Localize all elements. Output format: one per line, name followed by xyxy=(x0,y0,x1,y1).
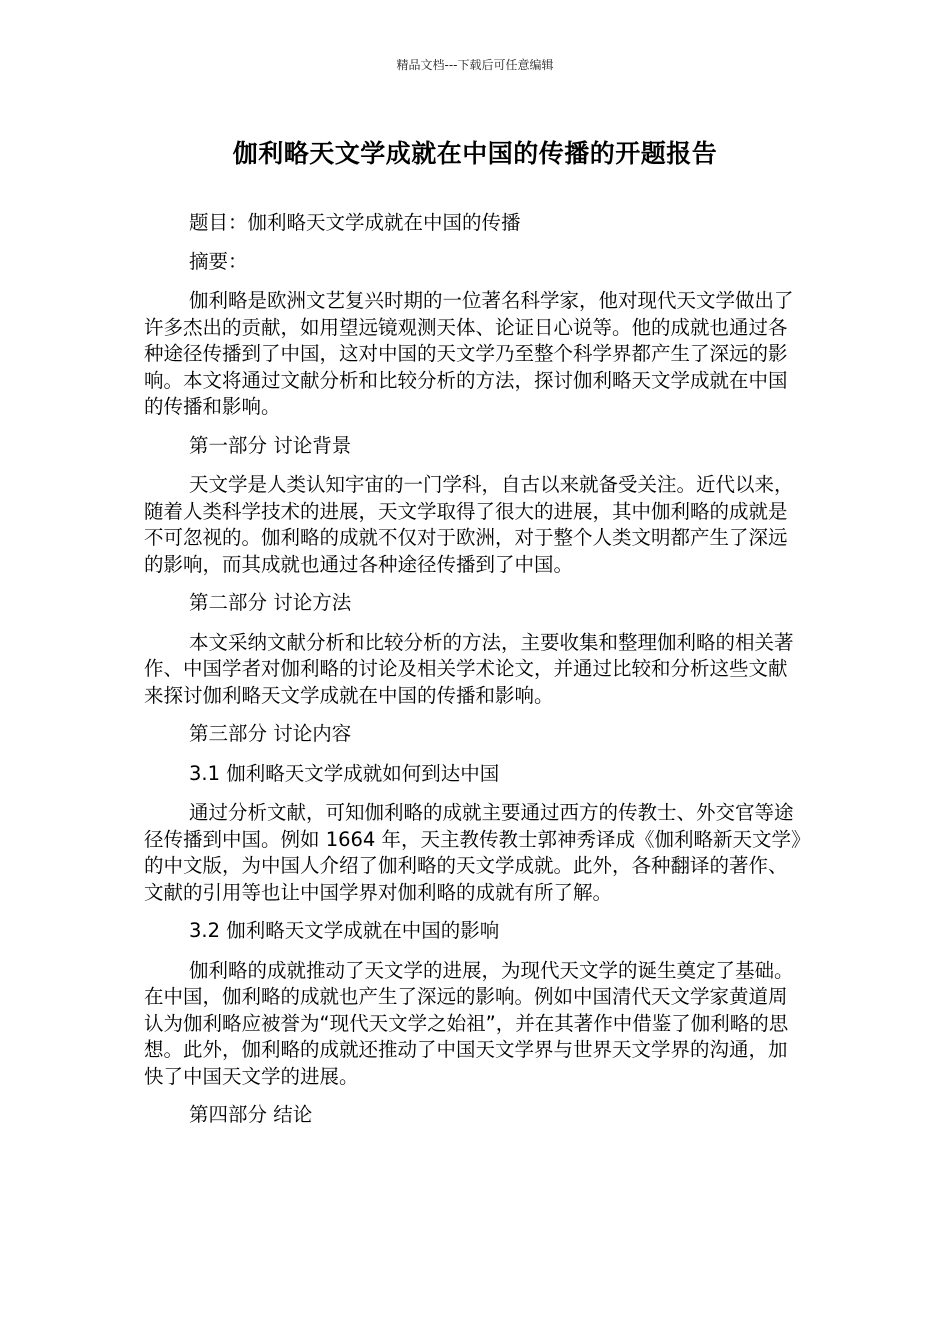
section-2-paragraph: 本文采纳文献分析和比较分析的方法，主要收集和整理伽利略的相关著作、中国学者对伽利略的讨论及相关学术论文，并通过比较和分析这些文献来探讨伽利略天文学成就在中国的传播和影响。 xyxy=(144,630,794,707)
document-body xyxy=(144,210,806,1142)
topic-line: 题目：伽利略天文学成就在中国的传播 xyxy=(189,211,521,234)
subsection-heading-3-1: 3.1 伽利略天文学成就如何到达中国 xyxy=(189,761,500,785)
subsection-3-1-paragraph: 通过分析文献，可知伽利略的成就主要通过西方的传教士、外交官等途径传播到中国。例如 1664 年，天主教传教士郭神秀译成《伽利略新天文学》的中文版，为中国人介绍了伽利略的天文学成就。此外，各种翻译的著作、文献的引用等也让中国学界对伽利略的成就有所了解。 xyxy=(144,801,801,904)
abstract-paragraph: 伽利略是欧洲文艺复兴时期的一位著名科学家，他对现代天文学做出了许多杰出的贡献，如用望远镜观测天体、论证日心说等。他的成就也通过各种途径传播到了中国，这对中国的天文学乃至整个科学界都产生了深远的影响。本文将通过文献分析和比较分析的方法，探讨伽利略天文学成就在中国的传播和影响。 xyxy=(144,289,794,418)
abstract-label: 摘要： xyxy=(189,249,248,273)
section-heading-3: 第三部分 讨论内容 xyxy=(189,722,352,745)
section-heading-1: 第一部分 讨论背景 xyxy=(189,433,352,457)
header-note: 精品文档---下载后可任意编辑 xyxy=(396,58,554,72)
section-heading-2: 第二部分 讨论方法 xyxy=(189,591,352,614)
section-heading-4: 第四部分 结论 xyxy=(189,1103,313,1126)
subsection-heading-3-2: 3.2 伽利略天文学成就在中国的影响 xyxy=(189,919,500,942)
subsection-3-2-paragraph: 伽利略的成就推动了天文学的进展，为现代天文学的诞生奠定了基础。在中国，伽利略的成就也产生了深远的影响。例如中国清代天文学家黄道周认为伽利略应被誉为“现代天文学之始祖”，并在其著作中借鉴了伽利略的思想。此外，伽利略的成就还推动了中国天文学界与世界天文学界的沟通，加快了中国天文学的进展。 xyxy=(144,958,794,1088)
section-1-paragraph: 天文学是人类认知宇宙的一门学科，自古以来就备受关注。近代以来，随着人类科学技术的进展，天文学取得了很大的进展，其中伽利略的成就是不可忽视的。伽利略的成就不仅对于欧洲，对于整个人类文明都产生了深远的影响，而其成就也通过各种途径传播到了中国。 xyxy=(144,473,794,576)
document-title: 伽利略天文学成就在中国的传播的开题报告 xyxy=(232,139,718,168)
